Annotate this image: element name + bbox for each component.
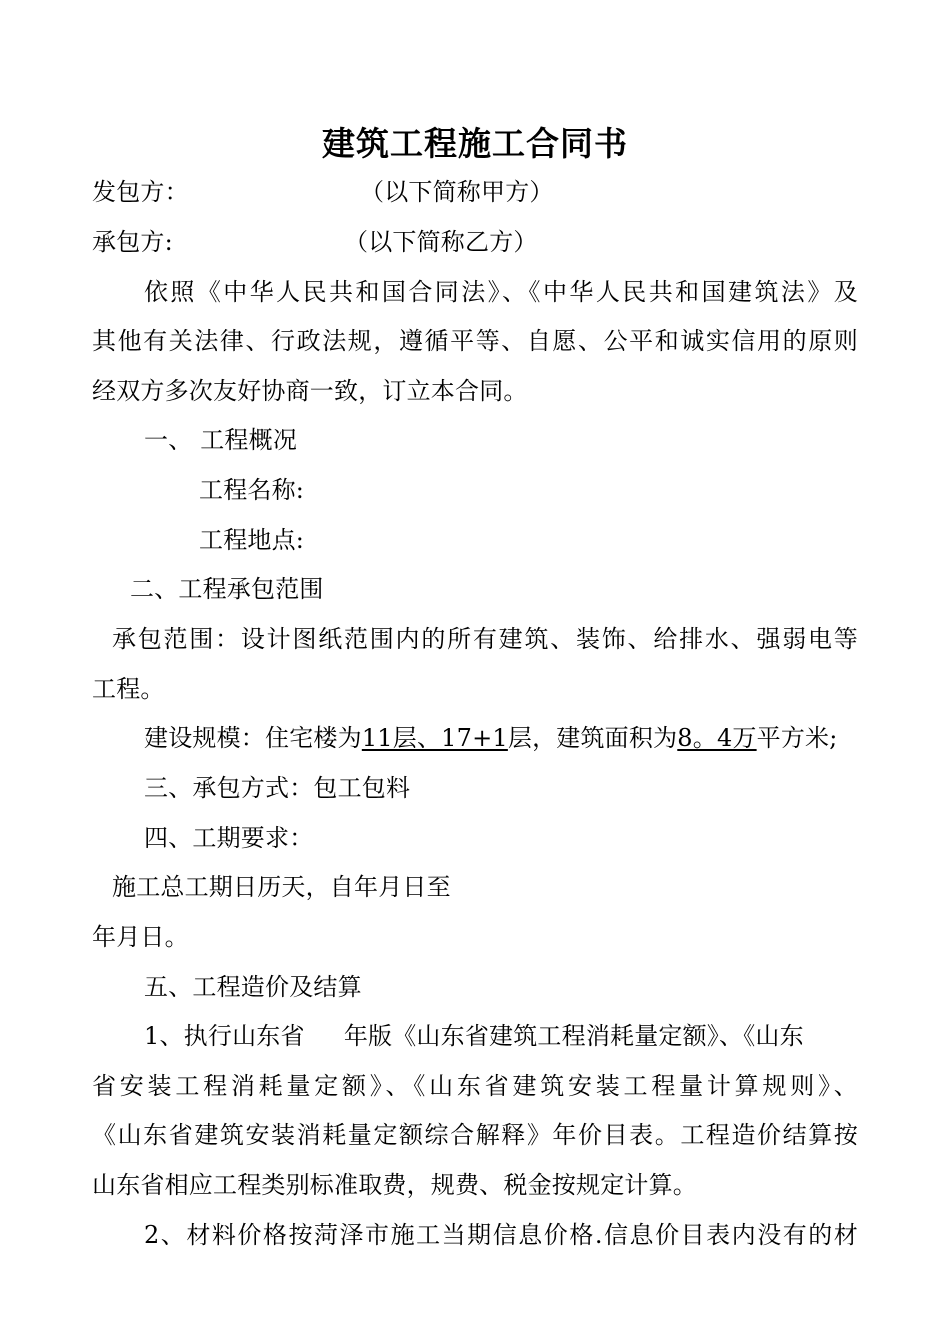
party-b-line: [92, 227, 872, 257]
preamble-line-2: 其他有关法律、行政法规，遵循平等、自愿、公平和诚实信用的原则: [92, 327, 858, 355]
clause-1-line-4: 山东省相应工程类别标准取费，规费、税金按规定计算。: [92, 1171, 697, 1199]
preamble-line-3: 经双方多次友好协商一致，订立本合同。: [92, 377, 528, 405]
scale-suffix: 平方米;: [756, 724, 838, 752]
section-2-heading: 二、工程承包范围: [130, 575, 324, 603]
section-1-heading: 一、 工程概况: [144, 426, 298, 454]
section-3-heading: 三、承包方式：包工包料: [144, 774, 411, 802]
clause-2-line-1: 2、材料价格按菏泽市施工当期信息价格.信息价目表内没有的材: [144, 1221, 858, 1249]
duration-line-1: 施工总工期日历天，自年月日至: [112, 873, 451, 901]
clause-1-line-1: 1、执行山东省 年版《山东省建筑工程消耗量定额》、《山东: [144, 1022, 804, 1050]
section-4-heading: 四、工期要求：: [144, 824, 314, 852]
party-a-line: [92, 177, 872, 207]
document-title: 建筑工程施工合同书: [322, 124, 628, 163]
party-a-label: 发包方：: [92, 178, 189, 206]
scale-floors: 11层、17+1: [361, 724, 508, 752]
party-a-suffix: （以下简称甲方）: [360, 178, 554, 206]
preamble-line-1: 依照《中华人民共和国合同法》、《中华人民共和国建筑法》及: [144, 278, 858, 306]
scope-line-1: 承包范围：设计图纸范围内的所有建筑、装饰、给排水、强弱电等: [112, 625, 858, 653]
clause-1-line-2: 省安装工程消耗量定额》、《山东省建筑安装工程量计算规则》、: [92, 1072, 858, 1100]
scale-area: 8。4万: [677, 724, 757, 752]
project-location-label: 工程地点:: [199, 526, 305, 554]
project-name-label: 工程名称:: [199, 476, 305, 504]
party-b-suffix: （以下简称乙方）: [344, 228, 538, 256]
clause-1-line-3: 《山东省建筑安装消耗量定额综合解释》年价目表。工程造价结算按: [92, 1121, 858, 1149]
party-b-label: 承包方:: [92, 228, 173, 256]
scale-line: [144, 723, 874, 753]
scale-middle: 层，建筑面积为: [507, 724, 678, 752]
scope-line-2: 工程。: [92, 675, 165, 703]
duration-line-2: 年月日。: [92, 923, 189, 951]
section-5-heading: 五、工程造价及结算: [144, 973, 362, 1001]
scale-prefix: 建设规模：住宅楼为: [144, 724, 362, 752]
